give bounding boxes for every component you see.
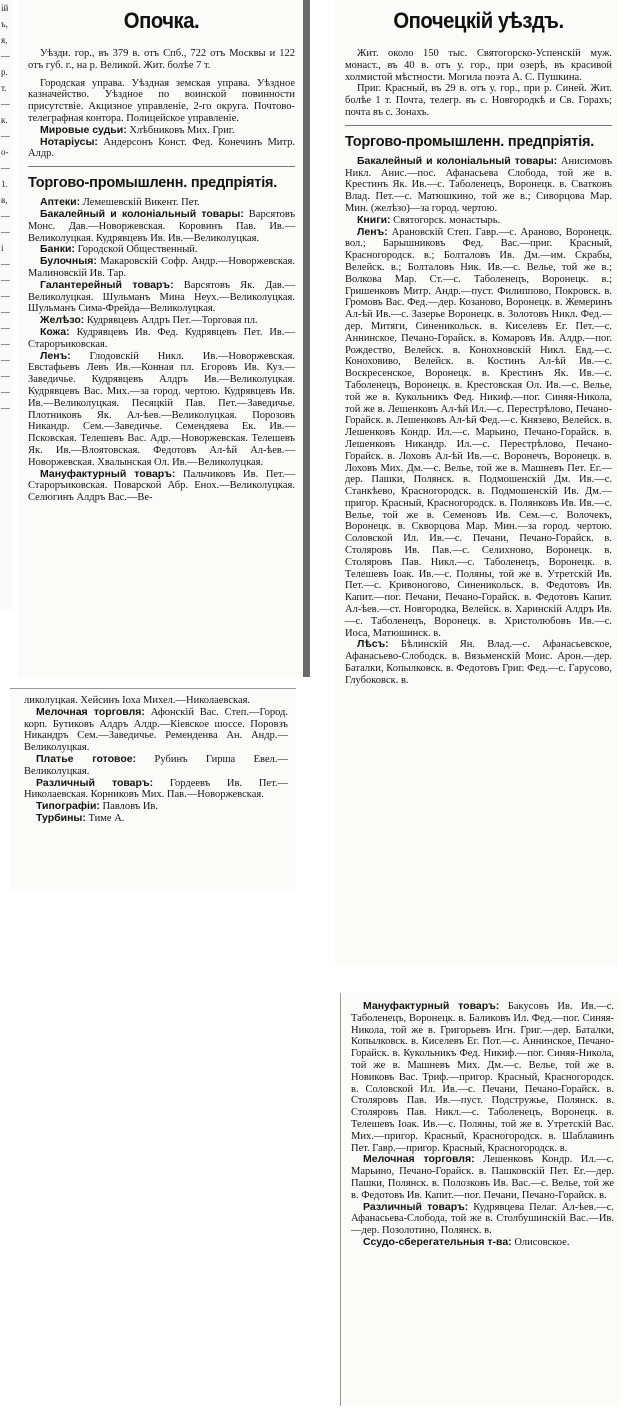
margin-fragment: — [1, 339, 10, 349]
uezd-section-title: Торгово-промышленн. предпріятія. [345, 133, 595, 150]
entry-text: Тиме А. [88, 812, 125, 824]
entry-text: Городской Общественный. [77, 244, 198, 256]
margin-fragment: — [1, 307, 10, 317]
margin-fragment: — [1, 259, 10, 269]
entry-label: Мануфактурный товаръ: [40, 467, 176, 480]
margin-fragment: 1. [1, 179, 8, 189]
entry-text: Святогорск. монастырь. [393, 214, 501, 226]
directory-entry [28, 280, 295, 315]
entry-label: Платье готовое: [36, 752, 137, 765]
entry-label: Банки: [40, 243, 75, 256]
entry-text: Кудрявцевъ Ив. Фед. Кудрявцевъ Пет. Ив.—Староръиковская. [28, 326, 295, 350]
entry-label: Желѣзо: [40, 314, 85, 327]
margin-fragment: — [1, 403, 10, 413]
margin-fragment: т. [1, 83, 7, 93]
entry-text: Макаровскій Софр. Андр.—Новоржевская. Малиновскій Ив. Тар. [28, 256, 295, 279]
directory-entry [351, 1001, 614, 1154]
entry-label: Ленъ: [357, 225, 388, 238]
entry-label: Различный товаръ: [363, 1200, 469, 1213]
entry-label: Кожа: [40, 325, 70, 338]
margin-fragment: я, [1, 35, 8, 45]
margin-fragment: — [1, 51, 10, 61]
entry-text: Варсятовъ Як. Дав.—Великолуцкая. Шульманъ Мина Неух.—Великолуцкая. Шульманъ Сима-Фрейда—Великолуцкая. [28, 279, 295, 315]
judges-text: Хлѣбниковъ Мих. Григ. [129, 124, 235, 136]
margin-fragment: — [1, 163, 10, 173]
opochka-offices: Городская управа. Уѣздная земская управа. Уѣздное казначейство. Уѣздное по воинской повинности присутствіе. Акцизное управленіе, 2-го округа. Почтово-телеграфная контора. Полицейское управленіе. [28, 77, 295, 124]
directory-entry [345, 156, 612, 215]
entry-label: Мелочная торговля: [363, 1153, 475, 1166]
margin-fragment: к. [1, 115, 8, 125]
directory-entry [24, 707, 288, 754]
margin-fragment: — [1, 275, 10, 285]
entry-text: Пальчиковъ Ив. Пет.—Староръиковская. Поварской Абр. Енох.—Великолуцкая. Селюгинъ Алдръ Вас.—Ве- [28, 468, 295, 504]
directory-entry [351, 1202, 614, 1237]
directory-entry [345, 227, 612, 640]
entry-label: Книги: [357, 213, 391, 226]
margin-fragment: — [1, 355, 10, 365]
uezd-title: Опочецкій уѣздъ. [393, 8, 564, 33]
entry-text: Павловъ Ив. [102, 801, 159, 813]
opochka-intro: Уѣзди. гор., въ 379 в. отъ Спб., 722 отъ Москвы и 122 отъ губ. г., на р. Великой. Жит. болѣе 7 т. [28, 48, 295, 71]
directory-entry [24, 754, 288, 778]
entry-text: Бакусовъ Ив. Ив.—с. Таболенецъ, Воронецк. в. Баликовъ Ил. Фед.—пог. Синяя-Никола, той же в. Григорьевъ Игн. Григ.—дер. Баталки, Копылковск. в. Киселевъ Ег. Пот.—с. Аннинское, Печано-Горайск. в. Кукольникъ Фед. Никиф.—пог. Синяя-Никола, той же в. Машневъ Мих. Дм.—с. Велье, той же в. Новиковъ Вас. Триф.—пригор. Красный, Красногородск. в. Соловской Ил. Ив.—с. Печани, Печано-Горайск. в. Столяровъ Пав. Ив.—пуст. Подстружье, Полянск. в. Столяровъ Пав. Никл.—с. Таболенецъ, Воронецк. в. Телешевъ Іоак. Ив.—с. Поляны, той же в. Утретскій Вас. Мих.—пригор. Красный, Красногородск. в. Шаблавинъ Пет. Гавр.—пригор. Красный, Красногородск. в. [351, 1001, 614, 1154]
uezd-column [335, 0, 618, 965]
notaries-text: Андерсонъ Конст. Фед. Конечинъ Митр. Алдр. [28, 136, 295, 160]
margin-fragment: в, [1, 195, 8, 205]
opochka-column [18, 0, 310, 677]
entry-label: Ленъ: [40, 349, 71, 362]
margin-fragment: — [1, 131, 10, 141]
section-divider [345, 125, 612, 126]
entry-text: Лемешевскій Викент. Пет. [82, 197, 200, 209]
directory-entry [24, 778, 288, 802]
directory-entry [351, 1237, 614, 1249]
directory-entry [351, 1154, 614, 1201]
entry-label: Бакалейный и колоніальный товары: [357, 154, 558, 167]
entry-text: Кудрявцевъ Алдръ Пет.—Торговая пл. [86, 315, 258, 327]
entry-label: Мануфактурный товаръ: [363, 1000, 500, 1012]
entry-label: Различный товаръ: [36, 776, 154, 789]
entry-label: Галантерейный товаръ: [40, 278, 174, 291]
uezd-intro: Жит. около 150 тыс. Святогорско-Успенскій муж. монаст., въ 40 в. отъ у. гор., при озерѣ, въ красивой холмистой мѣстности. Могила поэта А. С. Пушкина. [345, 48, 612, 83]
entry-label: Мелочная торговля: [36, 705, 145, 718]
margin-fragment: — [1, 387, 10, 397]
directory-entry [28, 351, 295, 469]
margin-fragment: ій [1, 3, 9, 13]
entry-text: Лешенковъ Кондр. Ил.—с. Марьино, Печано-Горайск. в. Пашковскій Пет. Ег.—дер. Пашки, Полянск. в. Полозковъ Ив. Вас.—с. Велье, той же в. Федотовъ Ив. Капит.—пог. Печани, Печано-Горайск. в. [351, 1154, 614, 1201]
uezd-prig: Приг. Красный, въ 29 в. отъ у. гор., при р. Синей. Жит. болѣе 1 т. Почта, телегр. въ с. Новгородкѣ и Св. Горахъ; почта въ с. Зонахъ. [345, 83, 612, 118]
margin-fragment: — [1, 99, 10, 109]
notaries-entry [28, 137, 295, 161]
margin-fragment: і [1, 243, 4, 253]
directory-entry [28, 327, 295, 351]
margin-fragment: о- [1, 147, 9, 157]
margin-fragment: р. [1, 67, 8, 77]
entry-text: Варсятовъ Монс. Дав.—Новоржевская. Коровинъ Пав. Ив.—Великолуцкая. Кудрявцевъ Ив. Ив.—Великолуцкая. [28, 208, 296, 244]
directory-entry [28, 209, 295, 244]
entry-label: Ссудо-сберегательныя т-ва: [363, 1235, 512, 1248]
entry-text: Бѣлинскій Ян. Влад.—с. Афанасьевское, Афанасьево-Слободск. в. Вязьменскій Моис. Арон.—дер. Баталки, Копылковск. в. Федотовъ Григ. Фед.—с. Гарусово, Глубоковск. в. [345, 639, 613, 686]
opochka-entries [28, 197, 295, 504]
entry-label: Типографіи: [36, 800, 100, 813]
entry-label: Булочныя: [40, 255, 97, 268]
section-divider [28, 166, 295, 167]
directory-entry [28, 256, 295, 280]
margin-fragment: — [1, 211, 10, 221]
entry-text: Анисимовъ Никл. Анис.—пос. Афанасьева Слобода, той же в. Крестинъ Як. Ив.—с. Таболенецъ, Воронецк. в. Сватковъ Влад. Пет.—с. Матюшкино, той же в.; Сиворцова Мар. Мин. (желѣзо)—за город. чертою. [345, 155, 612, 214]
uezd-cont-entries [351, 1001, 614, 1249]
entry-label: Лѣсъ: [357, 638, 389, 651]
margin-fragment: — [1, 323, 10, 333]
entry-text: Олисовское. [514, 1236, 570, 1248]
entry-text: Рубинъ Гирша Евел.—Великолуцкая. [24, 753, 288, 777]
entry-text: Арановскій Степ. Гавр.—с. Араново, Воронецк. вол.; Барышниковъ Фед. Вас.—приг. Красный, Красногородск. в.; Болталовъ Ив. Дм.—им. Скрабы, Велейск. в.; Болталовъ Ник. Ив.—с. Велье, той же в.; Волкова Мар. Ст.—с. Таболенецъ, Воронецк. в.; Гришенковъ Митр. Андр.—пуст. Филиппово, Покровск. в. Громовъ Вас. Фед.—дер. Козаново, Воронецк. в. Жемеринъ Ал-ѣй Ив.—с. Зазерье Воронецк. в. Золотовъ Никл. Фед.—дер. Митяги, Синеникольск. в. Киселевъ Ег. Пет.—с. Аннинское, Печано-Горайск. в. Комаровъ Ив. Алдр.—пог. Рождество, Велейск. в. Конохновскій Никл. Евд.—с. Коноховиво, Велейск. в. Костинъ Ал-ѣй Ив.—с. Воскресенское, Воронецк. в. Крестинъ Як. Ив.—с. Таболенецъ, Воронецк. в. Крестовская Ол. Ив.—с. Велье, той же в. Кукольникъ Фед. Никиф.—пог. Синяя-Никола, той же в. Лешенковъ Ал-ѣй Ил.—с. Перестрѣлово, Печано-Горайск. в. Лешенковъ Ал-ѣй Фед.—с. Князево, Велейск. в. Лешенковъ Кондр. Ил.—с. Марьино, Печано-Горайск. в. Лешенковъ Никандр. Ил.—с. Перестрѣлово, Печано-Горайск. в. Лоховъ Ал-ѣй Ив.—с. Воронечъ, Воронецк. в. Лоховъ Мих. Дм.—с. Велье, той же в. Машневъ Пет. Ег.—дер. Пашки, Полянск. в. Подмошенскій Дм. Ив.—с. Станкѣево, Красногородск. в. Подмошенскій Ив. Дм.—пригор. Красный, Красногородск. в. Полянковъ Ив. Ив.—с. Велье, той же в. Семеновъ Ив. Сем.—с. Волочекъ, Воронецк. в. Скворцова Мар. Мин.—за город. чертою. Соловской Ил. Ив.—с. Печани, Печано-Горайск. в. Столяровъ Ив. Пав.—с. Селихново, Воронецк. в. Столяровъ Пав. Никл.—с. Таболенецъ, Воронецк. в. Телешевъ Іоак. Ив.—с. Поляны, той же в. Утретскій Ив. Пет.—с. Кривоногово, Синеникольск. в. Федотовъ Ив. Капит.—пог. Печани, Печано-Горайск. в. Федотовъ Капит. Ал-ѣев.—ст. Новгородка, Велейск. в. Харинскій Алдръ Ив.—с. Таболенецъ, Воронецк. в. Христолюбовъ Ив.—с. Иоса, Матюшинск. в. [345, 226, 613, 639]
opochka-continued-column [10, 688, 296, 890]
entry-label: Аптеки: [40, 196, 81, 209]
entry-label: Турбины: [36, 811, 86, 824]
uezd-entries [345, 156, 612, 687]
entry-text: Глодовскій Никл. Ив.—Новоржевская. Евстафьевъ Левъ Ив.—Конная пл. Егоровъ Ив. Куз.—Заведичье. Кудрявцевъ Алдръ Ив.—Великолуцкая. Кудрявцевъ Вас. Мих.—за город. чертою. Кудрявцевъ Ив. Ив.—Великолуцкая. Песяцкій Пав. Пет.—Заведичье. Плотниковъ Як. Ал-ѣев.—Великолуцкая. Порозовъ Никандр. Сем.—Заведичье. Семендяева Ек. Ив.—Псковская. Телешевъ Вас. Адр.—Новоржевская. Телешевъ Як. Ив.—Влоятовская. Федотовъ Ал-ѣй Ал-ѣев.—Новоржевская. Хвалынская Ол. Ив.—Великолуцкая. [28, 350, 296, 468]
directory-entry [24, 813, 288, 825]
entry-text: Афонскій Вас. Степ.—Город. корп. Бутиковъ Алдръ Алдр.—Кіевское шоссе. Поровзъ Никандръ Сем.—Заведичье. Ременденва Ан. Андр.—Великолуцкая. [24, 706, 289, 754]
margin-fragment: — [1, 291, 10, 301]
directory-entry [28, 469, 295, 504]
directory-entry [345, 639, 612, 686]
margin-fragment: — [1, 371, 10, 381]
margin-fragment: — [1, 227, 10, 237]
opochka-section-title: Торгово-промышленн. предпріятія. [28, 175, 278, 192]
opochka-cont-entries [24, 707, 288, 825]
margin-fragment: ъ, [1, 19, 8, 29]
opochka-title: Опочка. [123, 8, 200, 33]
notaries-label: Нотаріусы: [40, 135, 98, 148]
margin-fragment-strip [0, 0, 12, 610]
entry-label: Бакалейный и колоніальный товары: [40, 207, 244, 220]
entry-text: Кудрявцева Пелаг. Ал-ѣев.—с. Афанасьева-Слобода, той же в. Столбушинскій Вас.—Ив.—дер. Позолотино, Полянск. в. [351, 1201, 614, 1237]
uezd-continued-column [340, 993, 620, 1406]
judges-label: Мировые судьи: [40, 123, 127, 136]
entry-text: Гордеевъ Ив. Пет.—Николаевская. Корниковъ Мих. Пав.—Новоржевская. [24, 777, 288, 801]
opochka-cont-lead: ликолуцкая. Хейсинъ Іоха Михел.—Николаевская. [24, 695, 251, 706]
